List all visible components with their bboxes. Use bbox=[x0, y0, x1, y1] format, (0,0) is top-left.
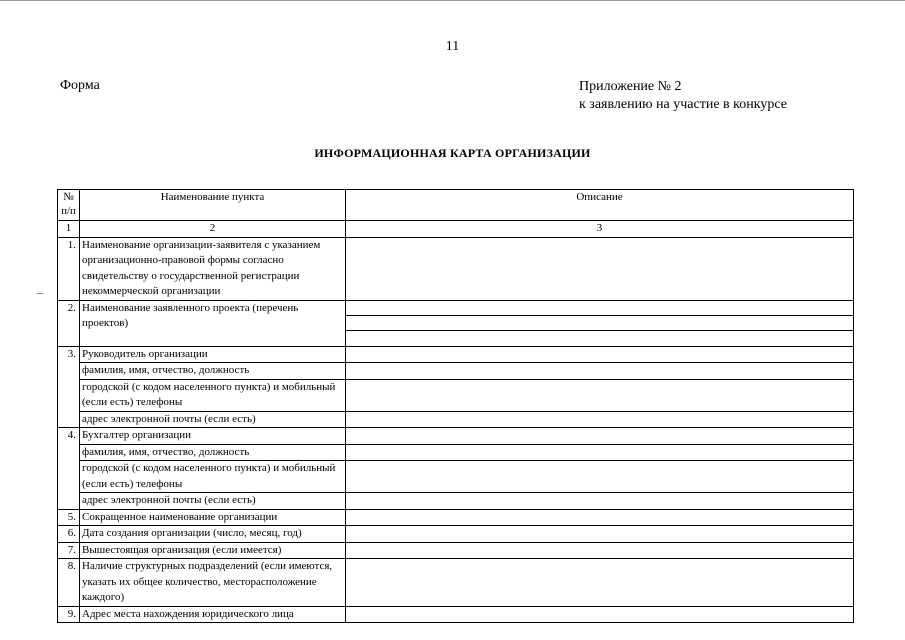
row-value-field[interactable] bbox=[346, 461, 854, 493]
row-label: Руководитель организации bbox=[80, 346, 346, 363]
row-value-field[interactable] bbox=[346, 606, 854, 623]
row-label: Адрес места нахождения юридического лица bbox=[80, 606, 346, 623]
row-number: 1. bbox=[58, 237, 80, 300]
table-row bbox=[58, 428, 854, 445]
row-number: 7. bbox=[58, 542, 80, 559]
table-row bbox=[58, 444, 854, 461]
row-number: 5. bbox=[58, 509, 80, 526]
table-row bbox=[58, 461, 854, 493]
row-label: Наименование организации-заявителя с указанием организационно-правовой формы согласно свидетельству о государственной регистрации некоммерческой организации bbox=[80, 237, 346, 300]
row-sublabel: городской (с кодом населенного пункта) и мобильный (если есть) телефоны bbox=[80, 461, 346, 493]
form-label: Форма bbox=[60, 78, 100, 93]
row-label: Дата создания организации (число, месяц, год) bbox=[80, 526, 346, 543]
appendix-line-1: Приложение № 2 bbox=[579, 79, 682, 94]
row-value-field[interactable] bbox=[346, 379, 854, 411]
table-row bbox=[58, 606, 854, 623]
row-number: 4. bbox=[58, 428, 80, 510]
row-label: Наличие структурных подразделений (если имеются, указать их общее количество, месторасположение каждого) bbox=[80, 559, 346, 607]
column-number-2: 2 bbox=[80, 221, 346, 238]
header-description: Описание bbox=[346, 190, 854, 221]
row-value-field[interactable] bbox=[346, 330, 854, 346]
row-label: Бухгалтер организации bbox=[80, 428, 346, 445]
table-row bbox=[58, 542, 854, 559]
header-number bbox=[58, 190, 80, 221]
table-row bbox=[58, 379, 854, 411]
appendix-note bbox=[579, 78, 787, 114]
row-number: 6. bbox=[58, 526, 80, 543]
table-row bbox=[58, 411, 854, 428]
appendix-line-2: к заявлению на участие в конкурсе bbox=[579, 97, 787, 112]
table-header-row bbox=[58, 190, 854, 221]
table-row bbox=[58, 509, 854, 526]
row-value-field[interactable] bbox=[346, 300, 854, 315]
organization-info-table bbox=[57, 189, 854, 623]
row-value-field[interactable] bbox=[346, 509, 854, 526]
table-row bbox=[58, 237, 854, 300]
row-value-field[interactable] bbox=[346, 542, 854, 559]
row-sublabel: адрес электронной почты (если есть) bbox=[80, 493, 346, 510]
page-number: 11 bbox=[445, 39, 460, 54]
header-number-line1: № bbox=[63, 191, 74, 203]
row-label: Наименование заявленного проекта (перечень проектов) bbox=[80, 300, 346, 346]
header-number-line2: п/п bbox=[61, 205, 76, 217]
row-value-field[interactable] bbox=[346, 526, 854, 543]
row-value-field[interactable] bbox=[346, 493, 854, 510]
table-row bbox=[58, 559, 854, 607]
row-value-field[interactable] bbox=[346, 346, 854, 363]
table-row bbox=[58, 363, 854, 380]
scan-top-border bbox=[0, 0, 905, 1]
margin-mark bbox=[37, 293, 43, 294]
row-value-field[interactable] bbox=[346, 428, 854, 445]
column-number-1: 1 bbox=[58, 221, 80, 238]
row-value-field[interactable] bbox=[346, 237, 854, 300]
table-row bbox=[58, 346, 854, 363]
row-value-field[interactable] bbox=[346, 411, 854, 428]
row-sublabel: фамилия, имя, отчество, должность bbox=[80, 444, 346, 461]
row-value-field[interactable] bbox=[346, 444, 854, 461]
row-number: 2. bbox=[58, 300, 80, 346]
table-row bbox=[58, 300, 854, 315]
row-sublabel: фамилия, имя, отчество, должность bbox=[80, 363, 346, 380]
column-numbers-row bbox=[58, 221, 854, 238]
row-sublabel: адрес электронной почты (если есть) bbox=[80, 411, 346, 428]
row-number: 3. bbox=[58, 346, 80, 428]
table-row bbox=[58, 526, 854, 543]
row-value-field[interactable] bbox=[346, 559, 854, 607]
column-number-3: 3 bbox=[346, 221, 854, 238]
row-value-field[interactable] bbox=[346, 315, 854, 330]
table-row bbox=[58, 493, 854, 510]
document-title: ИНФОРМАЦИОННАЯ КАРТА ОРГАНИЗАЦИИ bbox=[314, 146, 591, 160]
row-number: 8. bbox=[58, 559, 80, 607]
row-label: Сокращенное наименование организации bbox=[80, 509, 346, 526]
row-number: 9. bbox=[58, 606, 80, 623]
header-item-name: Наименование пункта bbox=[80, 190, 346, 221]
row-sublabel: городской (с кодом населенного пункта) и мобильный (если есть) телефоны bbox=[80, 379, 346, 411]
row-value-field[interactable] bbox=[346, 363, 854, 380]
row-label: Вышестоящая организация (если имеется) bbox=[80, 542, 346, 559]
